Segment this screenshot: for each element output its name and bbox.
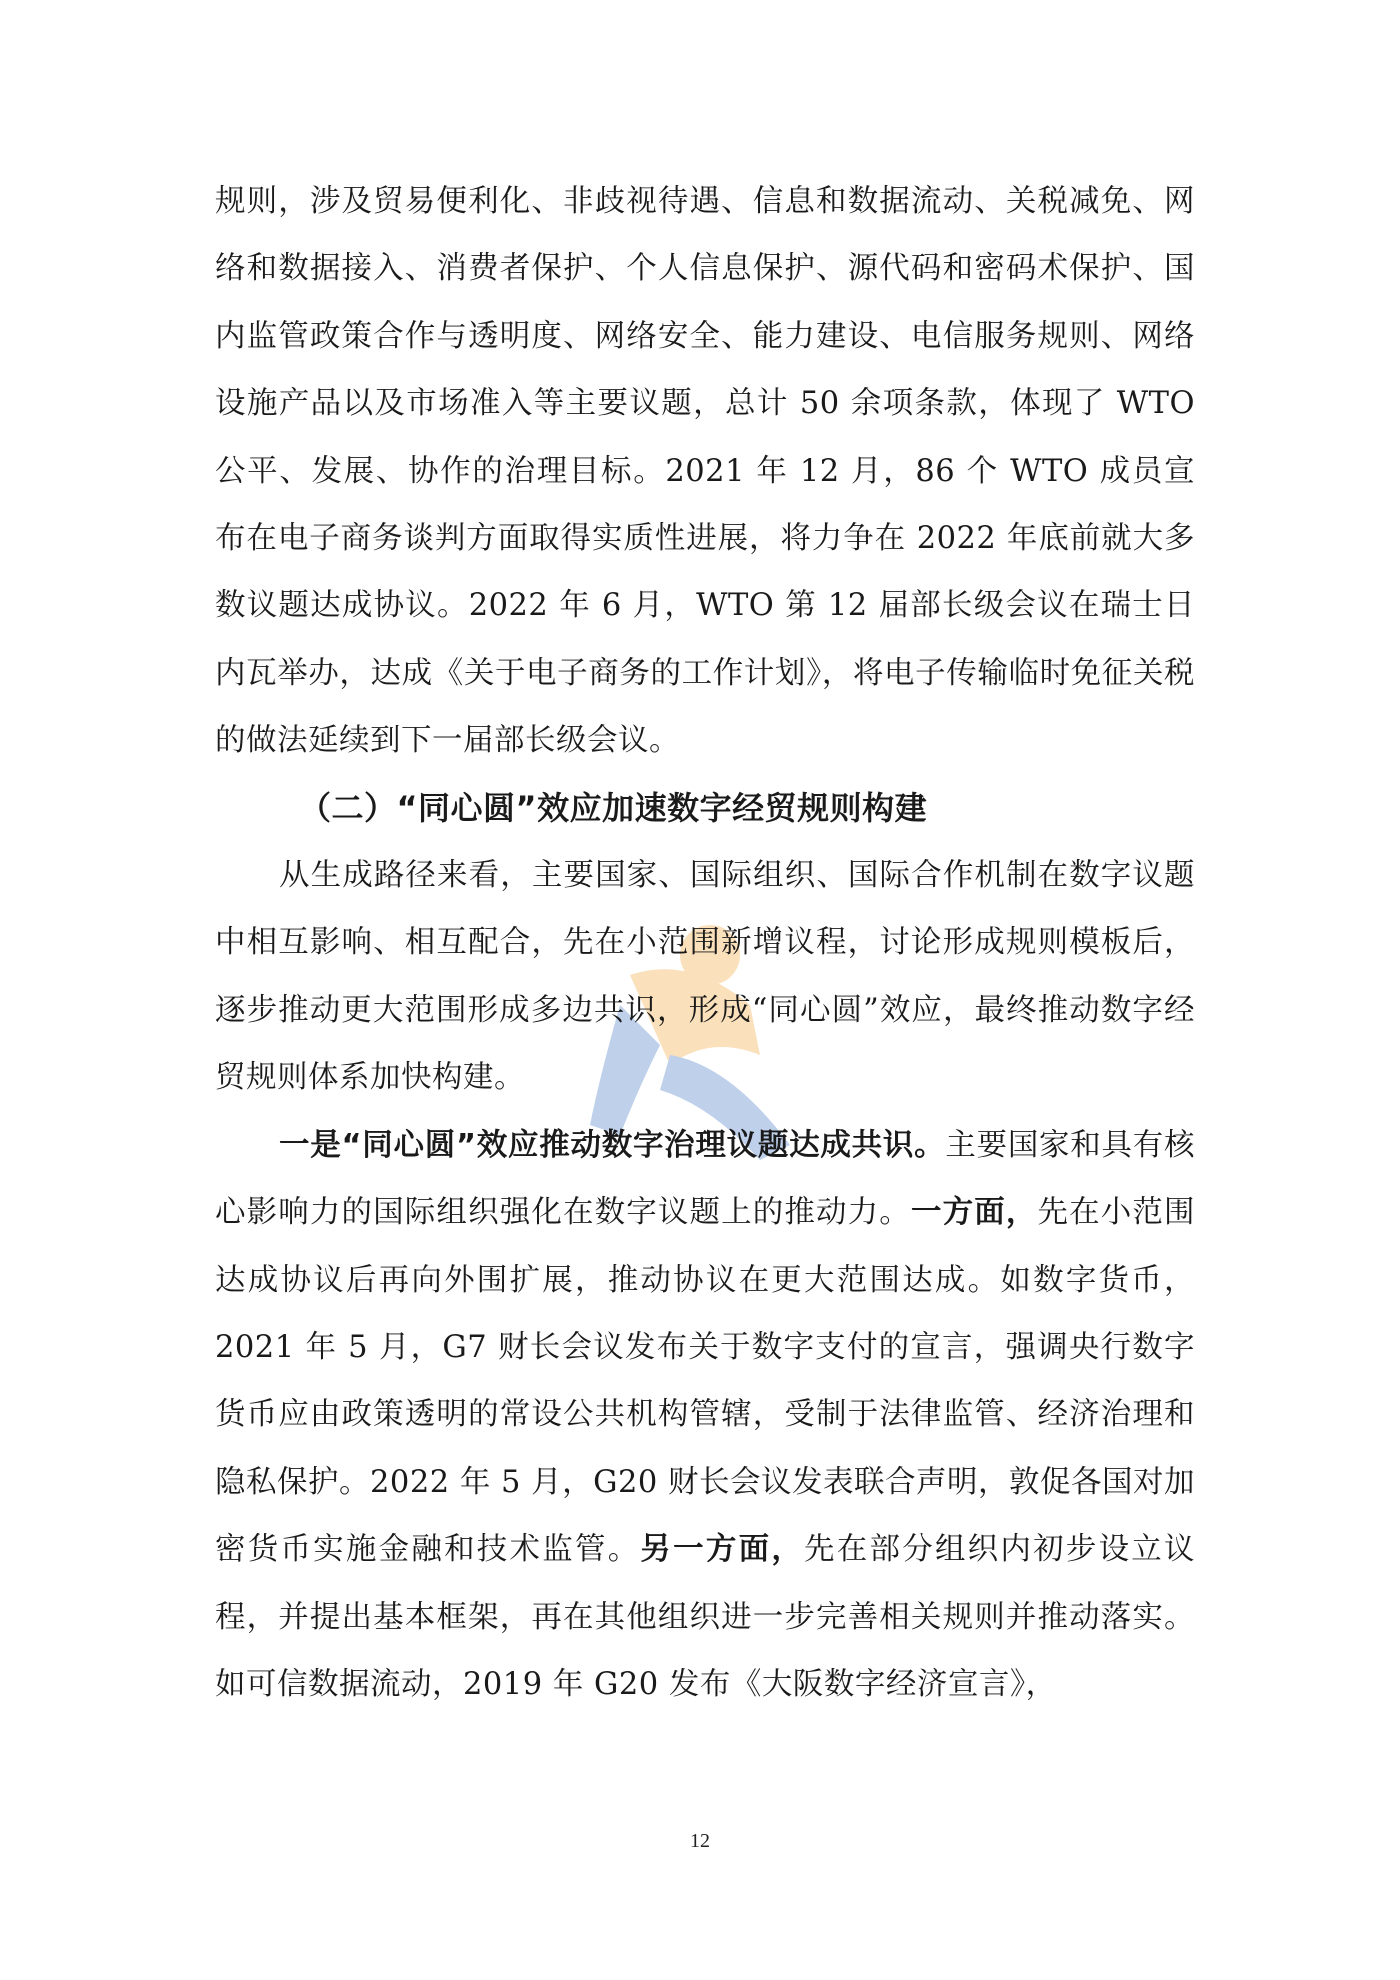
page-number: 12 [690,1830,710,1852]
document-body [215,168,1195,1718]
lead-bold-text: 一是“同心圆”效应推动数字治理议题达成共识。 [279,1127,946,1163]
body-text-1: 主要国家和具有核心影响力的国际组织强化在数字议题上的推动力。 [215,1127,1196,1231]
section-heading: （二）“同心圆”效应加速数字经贸规则构建 [299,788,928,827]
body-text-3: 先在部分组织内初步设立议程，并提出基本框架，再在其他组织进一步完善相关规则并推动落实。如可信数据流动，2019 年 G20 发布《大阪数字经济宣言》， [215,1532,1196,1702]
bold-on-one-hand: 一方面， [910,1195,1038,1231]
paragraph-wto-ecommerce: 规则，涉及贸易便利化、非歧视待遇、信息和数据流动、关税减免、网络和数据接入、消费者保护、个人信息保护、源代码和密码术保护、国内监管政策合作与透明度、网络安全、能力建设、电信服务规则、网络设施产品以及市场准入等主要议题，总计 50 余项条款，体现了 WTO 公平、发展、协作的治理目标。2021 年 12 月，86 个 WTO 成员宣布在电子商务谈判方面取得实质性进展，将力争在 2022 年底前就大多数议题达成协议。2022 年 6 月，WTO 第 12 届部长级会议在瑞士日内瓦举办，达成《关于电子商务的工作计划》，将电子传输临时免征关税的做法延续到下一届部长级会议。 [215,184,1195,759]
paragraph-generation-path: 从生成路径来看，主要国家、国际组织、国际合作机制在数字议题中相互影响、相互配合，先在小范围新增议程，讨论形成规则模板后，逐步推动更大范围形成多边共识，形成“同心圆”效应，最终推动数字经贸规则体系加快构建。 [215,858,1195,1096]
paragraph-concentric-consensus [215,1112,1195,1719]
bold-on-the-other-hand: 另一方面， [640,1532,805,1568]
body-text-2: 先在小范围达成协议后再向外围扩展，推动协议在更大范围达成。如数字货币，2021 年 5 月，G7 财长会议发布关于数字支付的宣言，强调央行数字货币应由政策透明的常设公共机构管辖，受制于法律监管、经济治理和隐私保护。2022 年 5 月，G20 财长会议发表联合声明，敦促各国对加密货币实施金融和技术监管。 [215,1195,1196,1568]
